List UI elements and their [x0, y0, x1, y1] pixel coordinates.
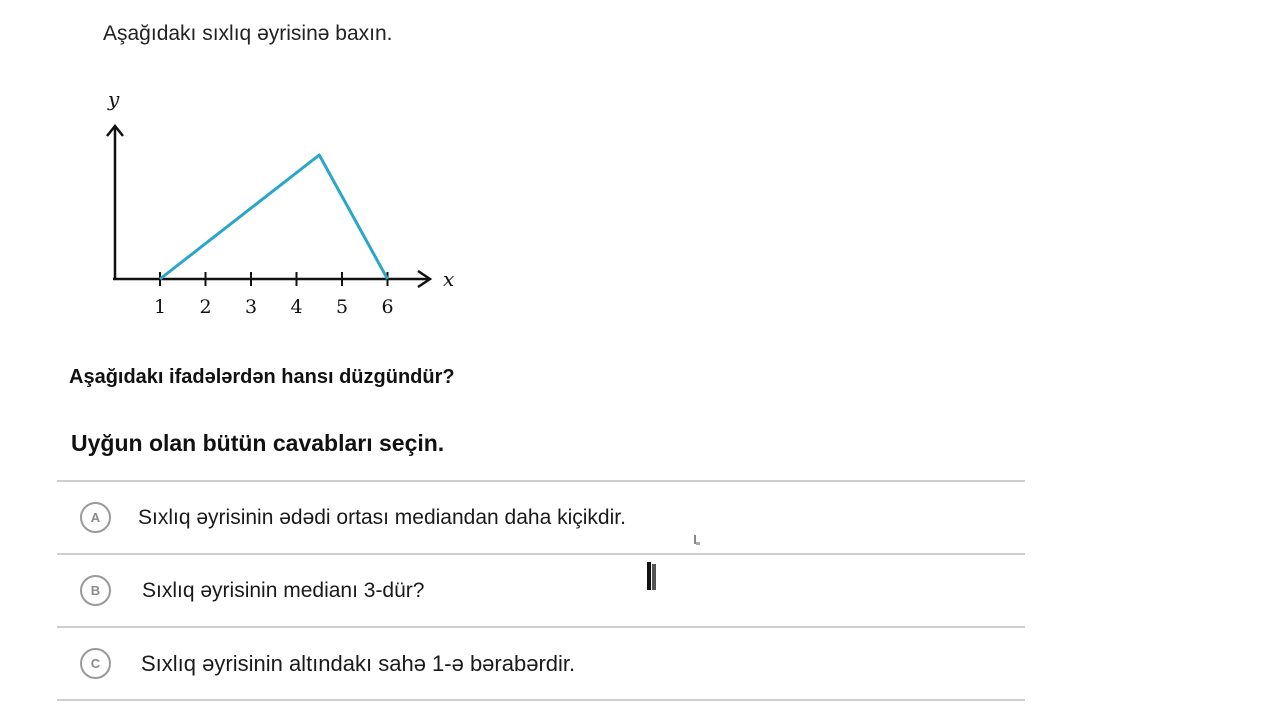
- choice-c-letter-badge: C: [80, 648, 111, 679]
- choice-a-letter-badge: A: [80, 502, 111, 533]
- choice-b[interactable]: [57, 555, 1025, 628]
- x-tick-label-1: 1: [153, 296, 167, 318]
- choice-b-text: Sıxlıq əyrisinin medianı 3-dür?: [142, 578, 425, 602]
- instruction-text: Uyğun olan bütün cavabları seçin.: [71, 430, 445, 456]
- x-tick-label-4: 4: [290, 296, 303, 318]
- intro-text: Aşağıdakı sıxlıq əyrisinə baxın.: [103, 22, 393, 45]
- x-axis-label: x: [443, 267, 455, 291]
- choice-c[interactable]: [57, 628, 1025, 701]
- density-curve-graph: [95, 82, 475, 322]
- choice-c-text: Sıxlıq əyrisinin altındakı sahə 1-ə bərabərdir.: [141, 650, 576, 676]
- choice-b-letter-badge: B: [80, 575, 111, 606]
- text-cursor-icon: [646, 561, 658, 591]
- choice-a-text: Sıxlıq əyrisinin ədədi ortası mediandan daha kiçikdir.: [138, 505, 626, 529]
- pointer-cursor-icon: [694, 535, 700, 546]
- y-axis-label: y: [108, 87, 120, 111]
- answer-choices: [57, 480, 1025, 701]
- x-tick-label-3: 3: [244, 296, 258, 318]
- choice-a[interactable]: [57, 482, 1025, 555]
- density-curve: [160, 155, 388, 279]
- x-tick-label-5: 5: [335, 296, 349, 318]
- x-tick-label-2: 2: [199, 296, 212, 318]
- question-text: Aşağıdakı ifadələrdən hansı düzgündür?: [69, 366, 455, 388]
- x-tick-label-6: 6: [381, 296, 394, 318]
